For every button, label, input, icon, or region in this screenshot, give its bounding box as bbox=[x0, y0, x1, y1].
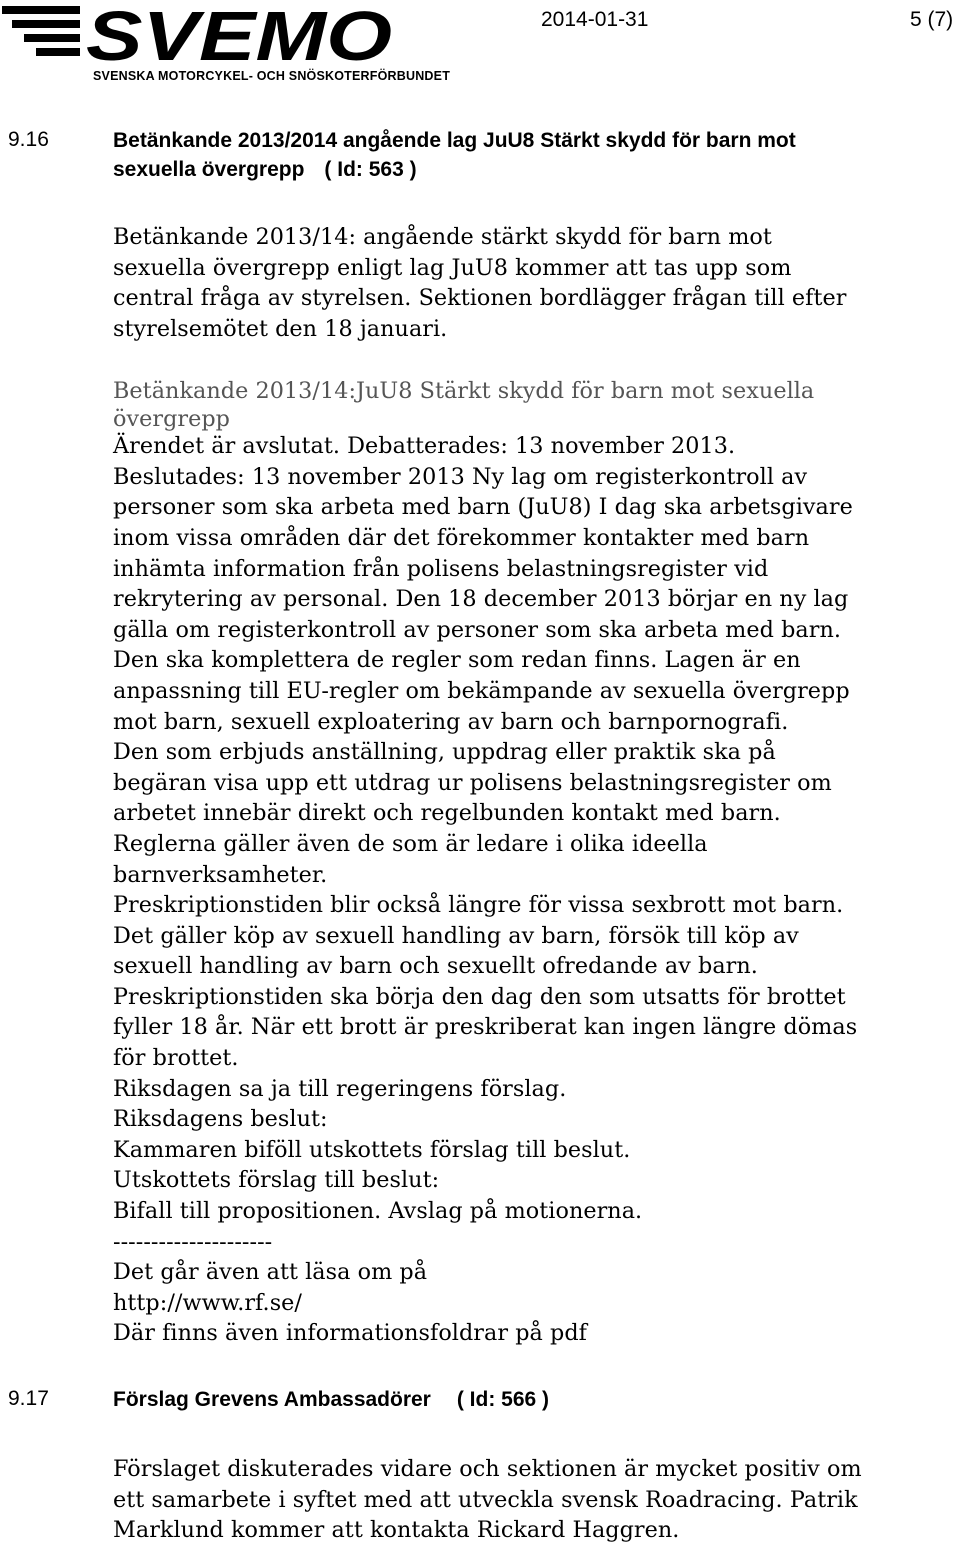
logo-wordmark: SVEMO bbox=[86, 0, 392, 70]
section-id: ( Id: 563 ) bbox=[324, 158, 417, 181]
section-917-body bbox=[113, 1454, 953, 1546]
text-line: Det gäller köp av sexuell handling av barn, försök till köp av bbox=[113, 922, 799, 949]
text-line: barnverksamheter. bbox=[113, 861, 328, 888]
link-text[interactable]: http://www.rf.se/ bbox=[113, 1289, 302, 1316]
text-line: central fråga av styrelsen. Sektionen bordlägger frågan till efter bbox=[113, 285, 847, 312]
section-id: ( Id: 566 ) bbox=[456, 1388, 550, 1411]
text-line: begäran visa upp ett utdrag ur polisens belastningsregister om bbox=[113, 769, 832, 796]
text-line: Preskriptionstiden blir också längre för vissa sexbrott mot barn. bbox=[113, 892, 844, 919]
text-line: Kammaren biföll utskottets förslag till beslut. bbox=[113, 1136, 631, 1163]
text-line: personer som ska arbeta med barn (JuU8) I dag ska arbetsgivare bbox=[113, 494, 853, 521]
text-line: övergrepp bbox=[113, 405, 230, 432]
text-line: inhämta information från polisens belastningsregister vid bbox=[113, 555, 769, 582]
text-line: Betänkande 2013/14: angående stärkt skydd för barn mot bbox=[113, 224, 772, 250]
section-number-916: 9.16 bbox=[8, 128, 49, 151]
text-line: gälla om registerkontroll av personer som ska arbeta med barn. bbox=[113, 616, 841, 643]
text-line: sexuell handling av barn och sexuellt ofredande av barn. bbox=[113, 953, 758, 980]
text-line: Utskottets förslag till beslut: bbox=[113, 1167, 440, 1194]
text-line: Ärendet är avslutat. Debatterades: 13 november 2013. bbox=[113, 433, 736, 460]
text-line: Den ska komplettera de regler som redan finns. Lagen är en bbox=[113, 647, 801, 674]
header-page-number: 5 (7) bbox=[910, 8, 954, 31]
text-line: Beslutades: 13 november 2013 Ny lag om registerkontroll av bbox=[113, 463, 808, 490]
text-line: Den som erbjuds anställning, uppdrag eller praktik ska på bbox=[113, 739, 776, 766]
text-line: inom vissa områden där det förekommer kontakter med barn bbox=[113, 524, 810, 551]
logo-subtitle: SVENSKA MOTORCYKEL- OCH SNÖSKOTERFÖRBUNDET bbox=[93, 69, 451, 83]
text-line: rekrytering av personal. Den 18 december 2013 börjar en ny lag bbox=[113, 586, 849, 613]
text-line: Reglerna gäller även de som är ledare i olika ideella bbox=[113, 830, 708, 857]
text-line: anpassning till EU-regler om bekämpande av sexuella övergrepp bbox=[113, 677, 850, 704]
section-title-917 bbox=[113, 1385, 933, 1414]
section-title-916 bbox=[113, 126, 933, 184]
text-line: sexuella övergrepp enligt lag JuU8 kommer att tas upp som bbox=[113, 254, 792, 281]
text-line: Riksdagens beslut: bbox=[113, 1106, 328, 1133]
text-line: Förslaget diskuterades vidare och sektionen är mycket positiv om bbox=[113, 1456, 862, 1482]
section-number-917: 9.17 bbox=[8, 1387, 49, 1410]
text-line: Där finns även informationsfoldrar på pdf bbox=[113, 1320, 587, 1347]
svemo-logo bbox=[2, 0, 402, 70]
section-916-body bbox=[113, 376, 953, 1349]
text-line: för brottet. bbox=[113, 1045, 239, 1072]
text-line: Preskriptionstiden ska börja den dag den som utsatts för brottet bbox=[113, 983, 846, 1010]
text-line: Det går även att läsa om på bbox=[113, 1259, 428, 1286]
text-line: fyller 18 år. När ett brott är preskriberat kan ingen längre dömas bbox=[113, 1014, 858, 1041]
header-date: 2014-01-31 bbox=[541, 8, 649, 31]
separator-dashes: --------------------- bbox=[113, 1228, 273, 1255]
page-header bbox=[0, 0, 960, 100]
section-916-intro bbox=[113, 222, 953, 344]
text-line: Bifall till propositionen. Avslag på motionerna. bbox=[113, 1198, 643, 1225]
text-line: Betänkande 2013/14:JuU8 Stärkt skydd för barn mot sexuella bbox=[113, 378, 815, 404]
section-title-line: sexuella övergrepp bbox=[113, 158, 305, 181]
section-title-line: Betänkande 2013/2014 angående lag JuU8 Stärkt skydd för barn mot bbox=[113, 129, 796, 152]
text-line: arbetet innebär direkt och regelbunden kontakt med barn. bbox=[113, 800, 781, 827]
text-line: Riksdagen sa ja till regeringens förslag. bbox=[113, 1075, 567, 1102]
text-line: Marklund kommer att kontakta Rickard Haggren. bbox=[113, 1517, 680, 1544]
section-title-text: Förslag Grevens Ambassadörer bbox=[113, 1388, 431, 1411]
text-line: ett samarbete i syftet med att utveckla svensk Roadracing. Patrik bbox=[113, 1486, 858, 1513]
text-line: styrelsemötet den 18 januari. bbox=[113, 315, 448, 342]
text-line: mot barn, sexuell exploatering av barn och barnpornografi. bbox=[113, 708, 789, 735]
